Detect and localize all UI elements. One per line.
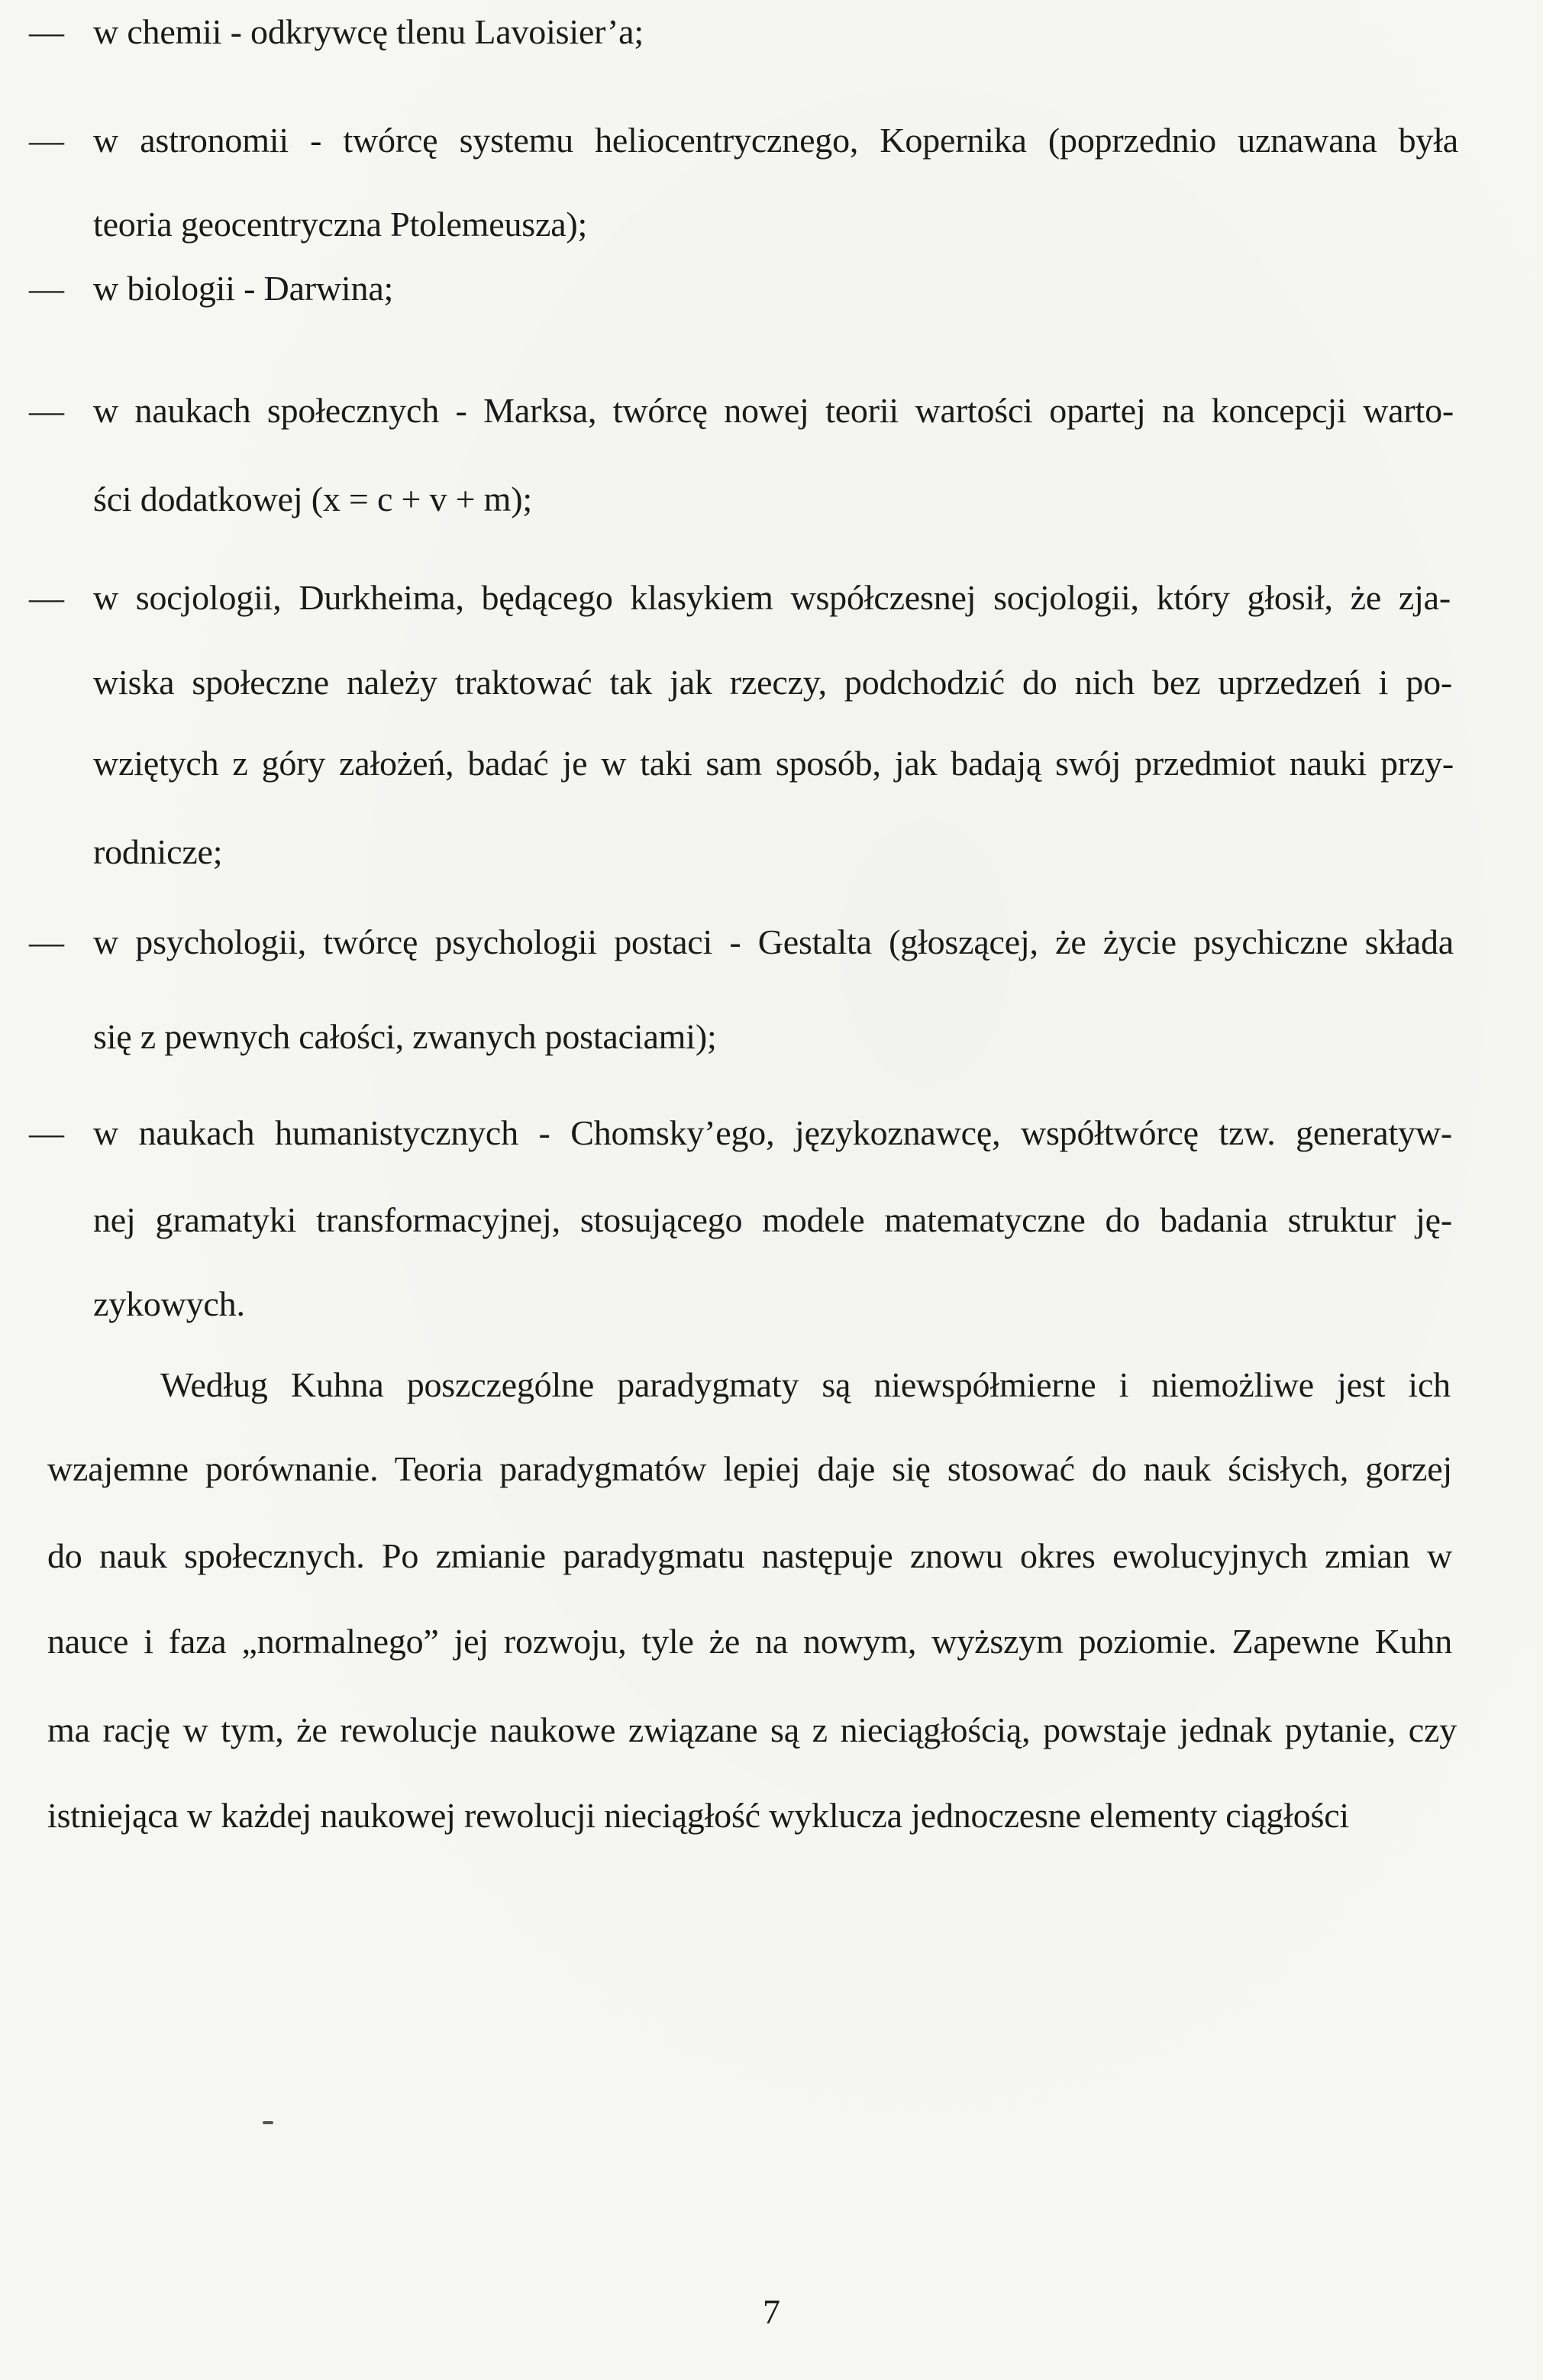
paragraph-line-4: nauce i faza „normalnego” jej rozwoju, tyle że na nowym, wyższym poziomie. Zapewne Kuhn — [47, 1622, 1452, 1661]
list-item-social-line-2: ści dodatkowej (x = c + v + m); — [93, 480, 532, 518]
list-dash: — — [29, 391, 64, 430]
list-dash: — — [29, 269, 64, 308]
list-item-chemistry: w chemii - odkrywcę tlenu Lavoisier’a; — [93, 12, 644, 51]
scan-speck — [263, 2121, 273, 2124]
paragraph-line-1: Według Kuhna poszczególne paradygmaty są niewspółmierne i niemożliwe jest ich — [160, 1365, 1451, 1404]
list-item-humanities-line-1: w naukach humanistycznych - Chomsky’ego, językoznawcę, współtwórcę tzw. generatyw- — [93, 1113, 1452, 1152]
paragraph-line-2: wzajemne porównanie. Teoria paradygmatów lepiej daje się stosować do nauk ścisłych, gorzej — [47, 1449, 1452, 1488]
paragraph-line-6: istniejąca w każdej naukowej rewolucji nieciągłość wyklucza jednoczesne elementy ciągłości — [47, 1796, 1350, 1835]
list-dash: — — [29, 1113, 64, 1152]
list-dash: — — [29, 578, 64, 617]
list-item-sociology-line-3: wziętych z góry założeń, badać je w taki sam sposób, jak badają swój przedmiot nauki przy- — [93, 744, 1454, 783]
list-item-social-line-1: w naukach społecznych - Marksa, twórcę nowej teorii wartości opartej na koncepcji warto- — [93, 391, 1454, 430]
list-dash: — — [29, 922, 64, 961]
list-item-psychology-line-1: w psychologii, twórcę psychologii postaci - Gestalta (głoszącej, że życie psychiczne składa — [93, 922, 1454, 961]
paragraph-line-3: do nauk społecznych. Po zmianie paradygmatu następuje znowu okres ewolucyjnych zmian w — [47, 1536, 1452, 1575]
list-dash: — — [29, 121, 64, 160]
list-item-sociology-line-2: wiska społeczne należy traktować tak jak rzeczy, podchodzić do nich bez uprzedzeń i po- — [93, 663, 1452, 702]
list-item-psychology-line-2: się z pewnych całości, zwanych postaciami); — [93, 1017, 717, 1056]
list-item-biology: w biologii - Darwina; — [93, 269, 394, 308]
paragraph-line-5: ma rację w tym, że rewolucje naukowe związane są z nieciągłością, powstaje jednak pytanie, czy — [47, 1710, 1457, 1749]
list-item-sociology-line-4: rodnicze; — [93, 832, 223, 871]
list-item-astronomy-line-1: w astronomii - twórcę systemu heliocentrycznego, Kopernika (poprzednio uznawana była — [93, 121, 1458, 160]
list-item-humanities-line-3: zykowych. — [93, 1284, 245, 1323]
list-dash: — — [29, 12, 64, 51]
page-number: 7 — [763, 2292, 780, 2331]
list-item-astronomy-line-2: teoria geocentryczna Ptolemeusza); — [93, 205, 588, 244]
list-item-sociology-line-1: w socjologii, Durkheima, będącego klasykiem współczesnej socjologii, który głosił, że zja- — [93, 578, 1451, 617]
list-item-humanities-line-2: nej gramatyki transformacyjnej, stosującego modele matematyczne do badania struktur ję- — [93, 1200, 1452, 1239]
